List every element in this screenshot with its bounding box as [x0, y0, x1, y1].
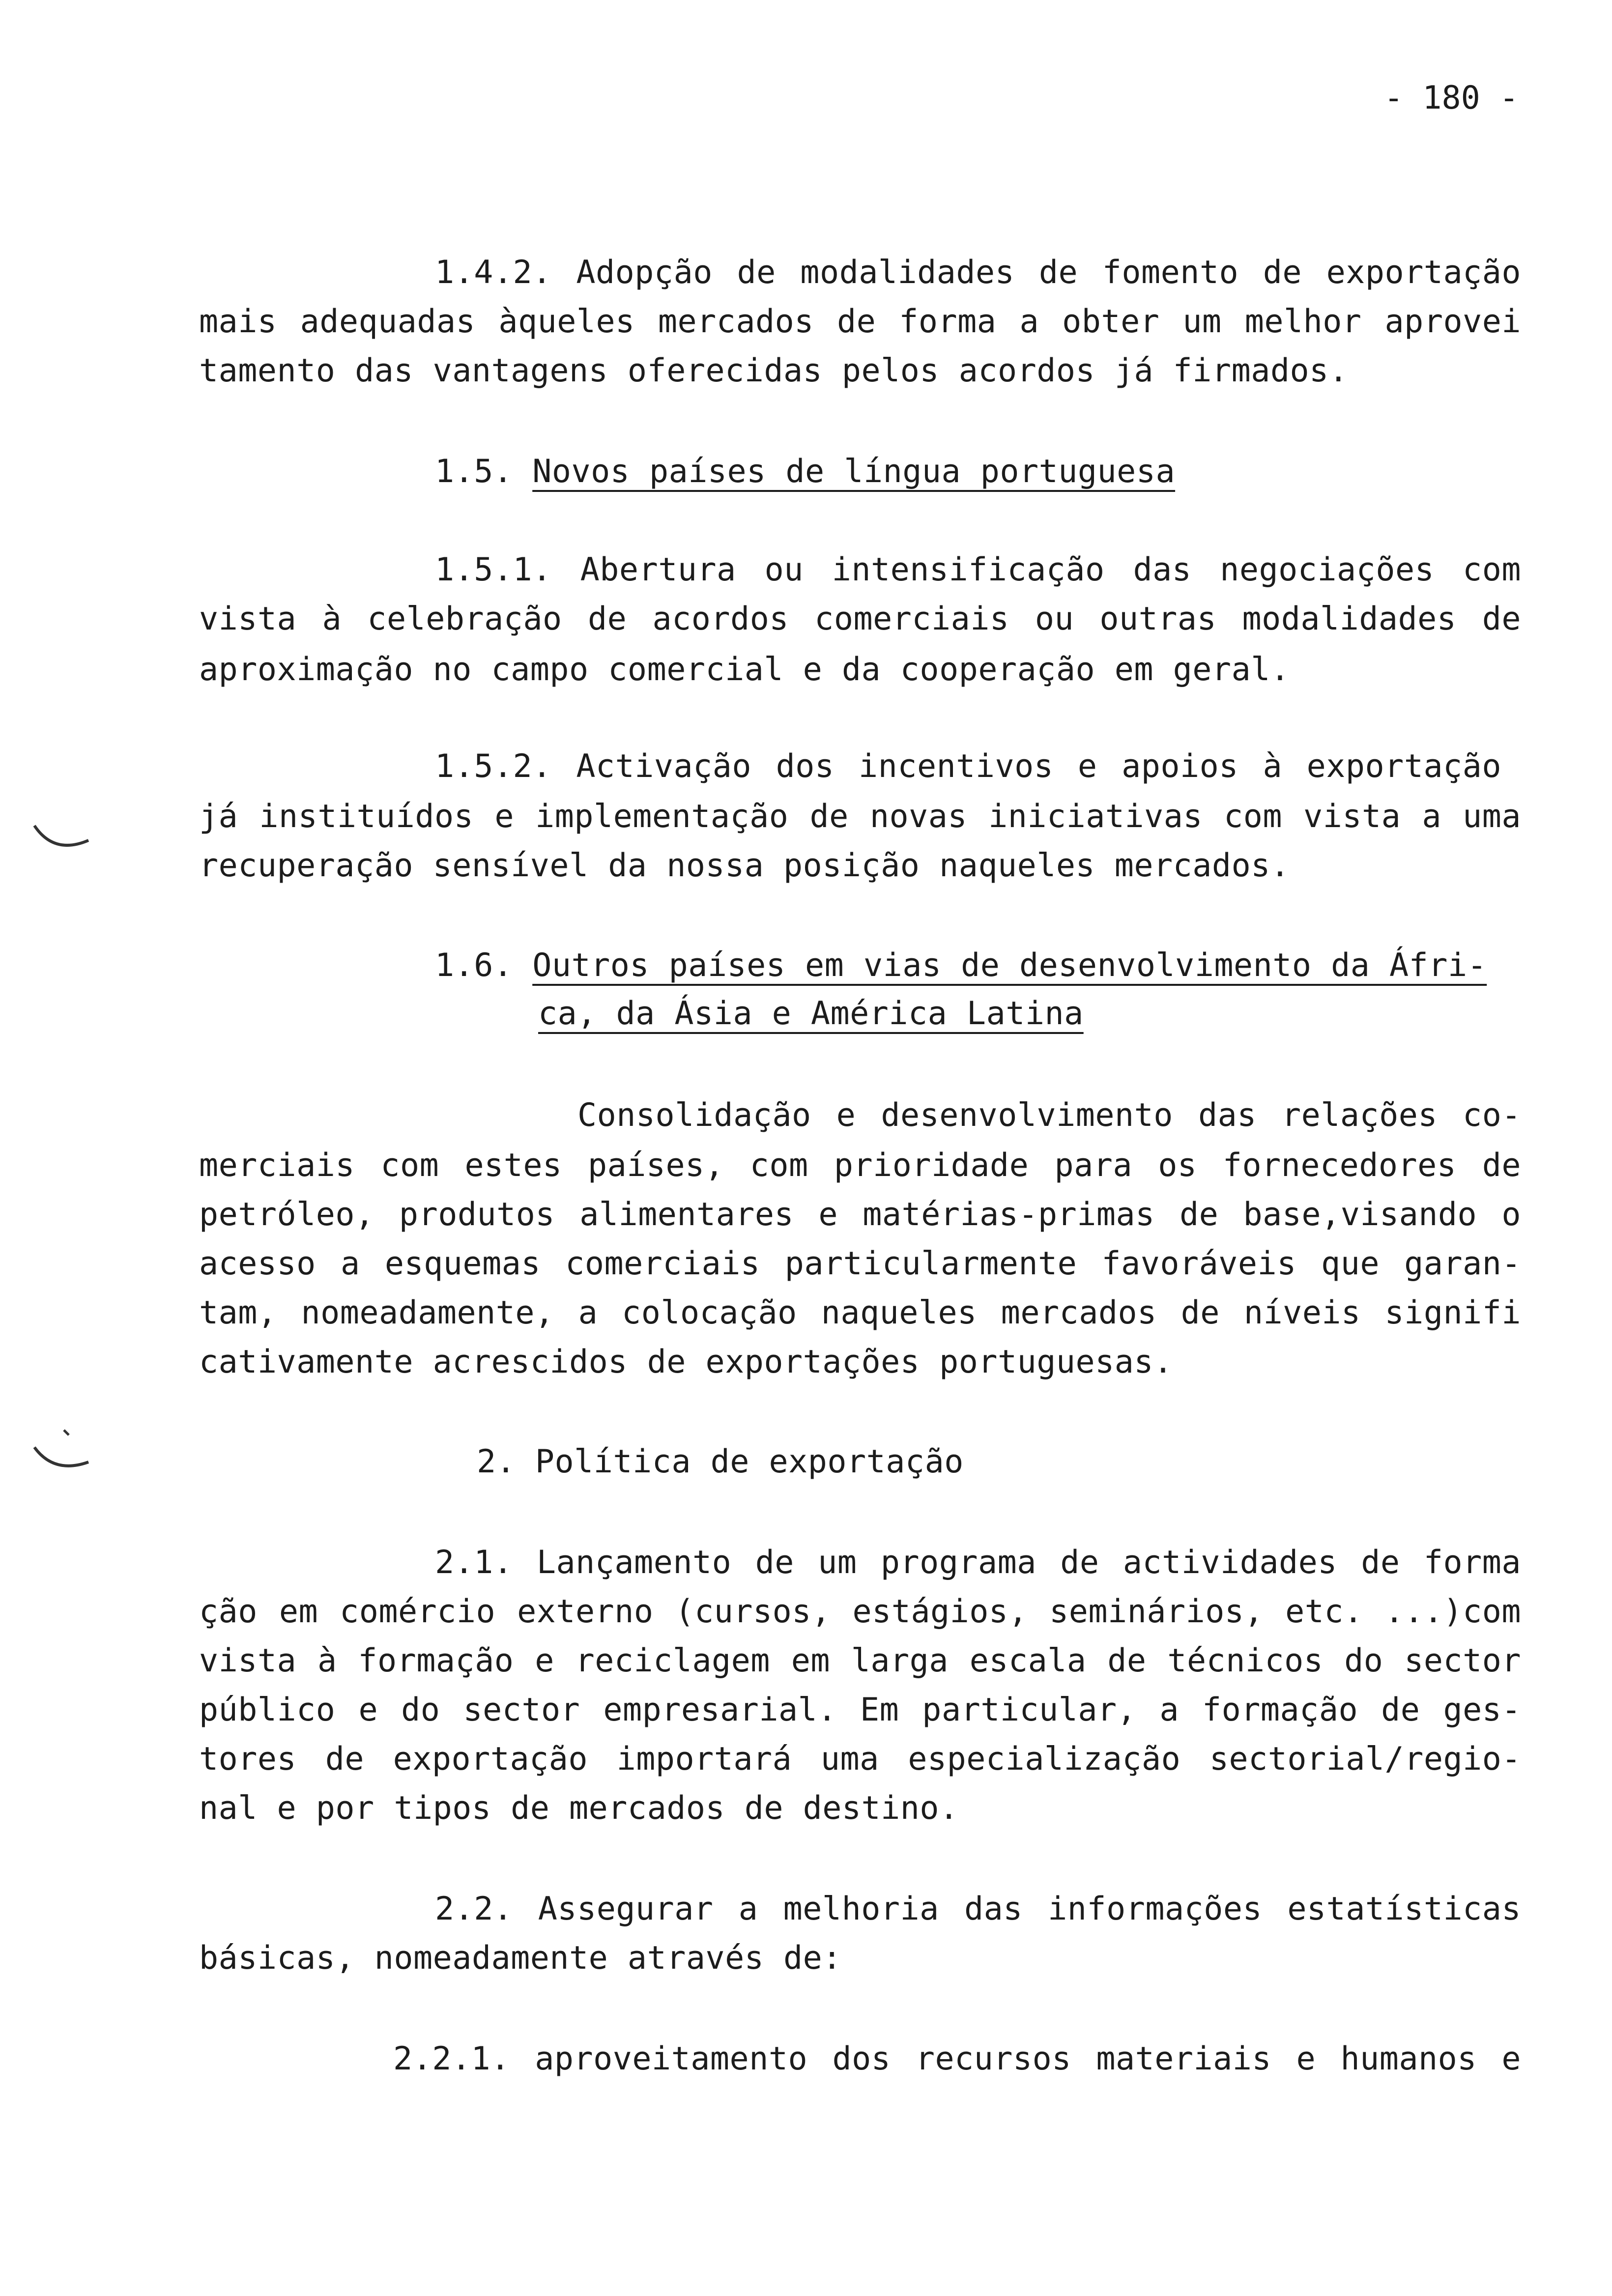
punch-hole-mark-top: [29, 816, 98, 860]
section-1-5-1-line-3: aproximação no campo comercial e da cooperação em geral.: [199, 651, 1290, 688]
section-1-6-heading-line-2: [538, 989, 1324, 1038]
section-1-6-body-line-1: Consolidação e desenvolvimento das relações co-: [577, 1097, 1521, 1134]
section-1-5-2-line-2: já instituídos e implementação de novas iniciativas com vista a uma: [199, 798, 1521, 835]
section-1-4-2-line-2: mais adequadas àqueles mercados de forma a obter um melhor aprovei: [199, 303, 1521, 340]
section-2-1-line-6: nal e por tipos de mercados de destino.: [199, 1790, 959, 1827]
section-2-1-line-4: público e do sector empresarial. Em particular, a formação de ges-: [199, 1692, 1521, 1728]
section-2-1-line-1: 2.1. Lançamento de um programa de actividades de forma: [435, 1544, 1521, 1581]
page-number: - 180 -: [1384, 80, 1519, 116]
section-1-4-2-line-3: tamento das vantagens oferecidas pelos acordos já firmados.: [199, 352, 1349, 389]
section-1-6-body-line-5: tam, nomeadamente, a colocação naqueles mercados de níveis signifi: [199, 1294, 1521, 1331]
section-1-5-1-line-2: vista à celebração de acordos comerciais ou outras modalidades de: [199, 601, 1521, 637]
section-2-2-1-line-1: 2.2.1. aproveitamento dos recursos materiais e humanos e: [393, 2040, 1521, 2077]
section-1-5-heading: [435, 447, 1270, 496]
section-1-5-2-line-1: 1.5.2. Activação dos incentivos e apoios à exportação: [435, 748, 1501, 785]
section-1-6-number: 1.6.: [435, 947, 513, 984]
section-1-5-number: 1.5.: [435, 453, 513, 490]
section-1-6-body-line-2: merciais com estes países, com prioridade para os fornecedores de: [199, 1147, 1521, 1184]
section-1-5-title: Novos países de língua portuguesa: [532, 453, 1176, 490]
section-1-6-title-line-1: Outros países em vias de desenvolvimento da Áfri-: [532, 947, 1487, 984]
section-1-6-body-line-4: acesso a esquemas comerciais particularmente favoráveis que garan-: [199, 1245, 1521, 1282]
section-2-2-line-1: 2.2. Assegurar a melhoria das informações estatísticas: [435, 1891, 1521, 1927]
section-2-1-line-3: vista à formação e reciclagem em larga escala de técnicos do sector: [199, 1642, 1521, 1679]
punch-hole-mark-bottom: [29, 1425, 98, 1479]
section-2-1-line-2: ção em comércio externo (cursos, estágios, seminários, etc. ...)com: [199, 1593, 1521, 1630]
section-1-5-1-line-1: 1.5.1. Abertura ou intensificação das negociações com: [435, 551, 1521, 588]
section-1-4-2-line-1: 1.4.2. Adopção de modalidades de fomento de exportação: [435, 254, 1521, 291]
section-1-6-heading-line-1: [435, 941, 1521, 990]
section-2-heading: 2. Política de exportação: [477, 1443, 964, 1480]
section-1-6-body-line-3: petróleo, produtos alimentares e matérias-primas de base,visando o: [199, 1196, 1521, 1233]
section-2-1-line-5: tores de exportação importará uma especialização sectorial/regio-: [199, 1741, 1521, 1778]
section-2-2-line-2: básicas, nomeadamente através de:: [199, 1940, 842, 1977]
section-1-5-2-line-3: recuperação sensível da nossa posição naqueles mercados.: [199, 847, 1290, 884]
section-1-6-title-line-2: ca, da Ásia e América Latina: [538, 995, 1084, 1032]
section-1-6-body-line-6: cativamente acrescidos de exportações portuguesas.: [199, 1344, 1173, 1380]
